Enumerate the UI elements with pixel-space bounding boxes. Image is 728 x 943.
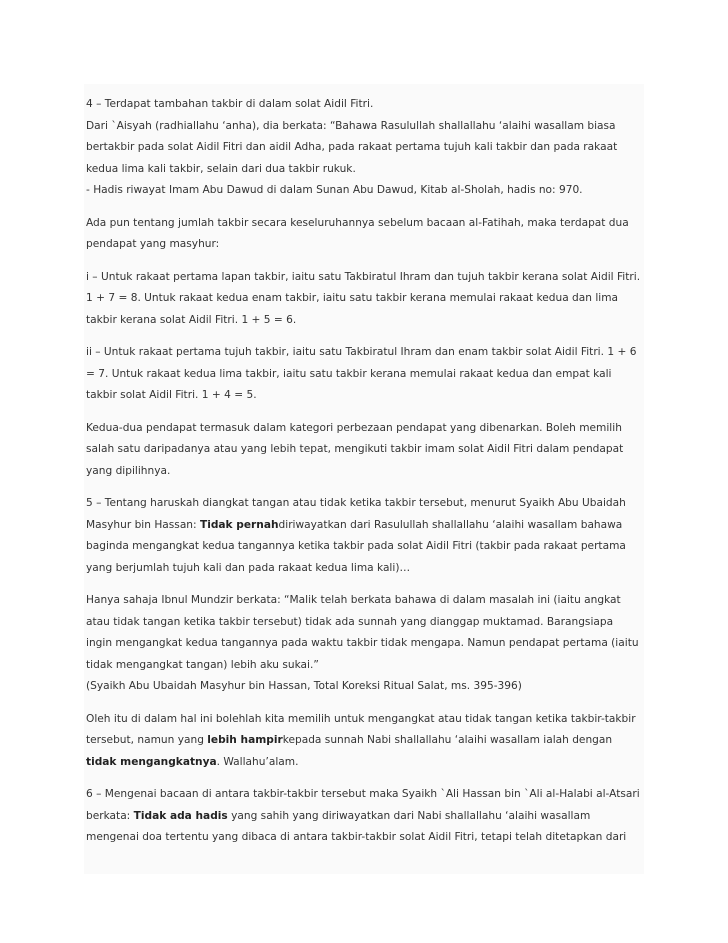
text-run: kepada sunnah Nabi shallallahu ‘alaihi wasallam ialah dengan — [282, 734, 613, 746]
text-run: . Wallahu’alam. — [216, 755, 299, 768]
paragraph-jumlah-takbir: Ada pun tentang jumlah takbir secara keseluruhannya sebelum bacaan al-Fatihah, maka terdapat dua pendapat yang masyhur: — [86, 216, 629, 250]
paragraph-angkat-tangan — [86, 493, 642, 579]
text-run: diriwayatkan dari Rasulullah shallallahu ‘alaihi wasallam bahawa baginda mengangkat kedua tangannya ketika takbir pada solat Aidil Fitri (takbir pada rakaat pertama yang berjumlah tujuh kali dan pada rakaat kedua lima kali)… — [86, 518, 626, 574]
bold-text-lebih-hampir: lebih hampir — [207, 734, 283, 746]
document-body — [86, 94, 642, 849]
text-run: 6 – Mengenai bacaan di antara takbir-takbir tersebut maka Syaikh `Ali Hassan bin `Ali al-Halabi al-Atsari berkata: — [86, 788, 640, 822]
paragraph-bacaan-takbir — [86, 784, 642, 849]
bold-text-tidak-pernah: Tidak pernah — [199, 518, 279, 531]
bold-text-tidak-mengangkatnya: tidak mengangkatnya — [86, 755, 217, 768]
paragraph-ibnul-mundzir: Hanya sahaja Ibnul Mundzir berkata: “Malik telah berkata bahawa di dalam masalah ini (iaitu angkat atau tidak tangan ketika takbir tersebut) tidak ada sunnah yang dianggap muktamad. Barangsiapa ingin mengangkat kedua tangannya pada waktu takbir tidak mengapa. Namun pendapat pertama (iaitu tidak mengangkat tangan) lebih aku sukai.” (Syaikh Abu Ubaidah Masyhur bin Hassan, Total Koreksi Ritual Salat, ms. 395-396) — [86, 594, 639, 692]
paragraph-kesimpulan — [86, 709, 642, 774]
paragraph-kedua-pendapat: Kedua-dua pendapat termasuk dalam kategori perbezaan pendapat yang dibenarkan. Boleh memilih salah satu daripadanya atau yang lebih tepat, mengikuti takbir imam solat Aidil Fitri dalam pendapat yang dipilihnya. — [86, 421, 624, 477]
text-run: Oleh itu di dalam hal ini bolehlah kita memilih untuk mengangkat atau tidak tangan ketika takbir-takbir tersebut, namun yang — [86, 712, 636, 746]
text-run: 5 – Tentang haruskah diangkat tangan atau tidak ketika takbir tersebut, menurut Syaikh Abu Ubaidah Masyhur bin Hassan: — [86, 497, 626, 531]
document-page — [84, 84, 644, 874]
paragraph-pendapat-kedua: ii – Untuk rakaat pertama tujuh takbir, iaitu satu Takbiratul Ihram dan enam takbir solat Aidil Fitri. 1 + 6 = 7. Untuk rakaat kedua lima takbir, iaitu satu takbir kerana memulai rakaat kedua dan empat kali takbir solat Aidil Fitri. 1 + 4 = 5. — [86, 346, 637, 401]
paragraph-takbir-tambahan: 4 – Terdapat tambahan takbir di dalam solat Aidil Fitri. Dari `Aisyah (radhiallahu ‘anha), dia berkata: “Bahawa Rasulullah shallallahu ‘alaihi wasallam biasa bertakbir pada solat Aidil Fitri dan aidil Adha, pada rakaat pertama tujuh kali takbir dan pada rakaat kedua lima kali takbir, selain dari dua takbir rukuk. - Hadis riwayat Imam Abu Dawud di dalam Sunan Abu Dawud, Kitab al-Sholah, hadis no: 970. — [86, 98, 618, 196]
text-run: yang sahih yang diriwayatkan dari Nabi shallallahu ‘alaihi wasallam mengenai doa tertentu yang dibaca di antara takbir-takbir solat Aidil Fitri, tetapi telah ditetapkan dari — [86, 809, 627, 843]
bold-text-tidak-ada-hadis: Tidak ada hadis — [133, 809, 228, 822]
paragraph-pendapat-pertama: i – Untuk rakaat pertama lapan takbir, iaitu satu Takbiratul Ihram dan tujuh takbir kerana solat Aidil Fitri. 1 + 7 = 8. Untuk rakaat kedua enam takbir, iaitu satu takbir kerana memulai rakaat kedua dan lima takbir kerana solat Aidil Fitri. 1 + 5 = 6. — [86, 270, 641, 326]
